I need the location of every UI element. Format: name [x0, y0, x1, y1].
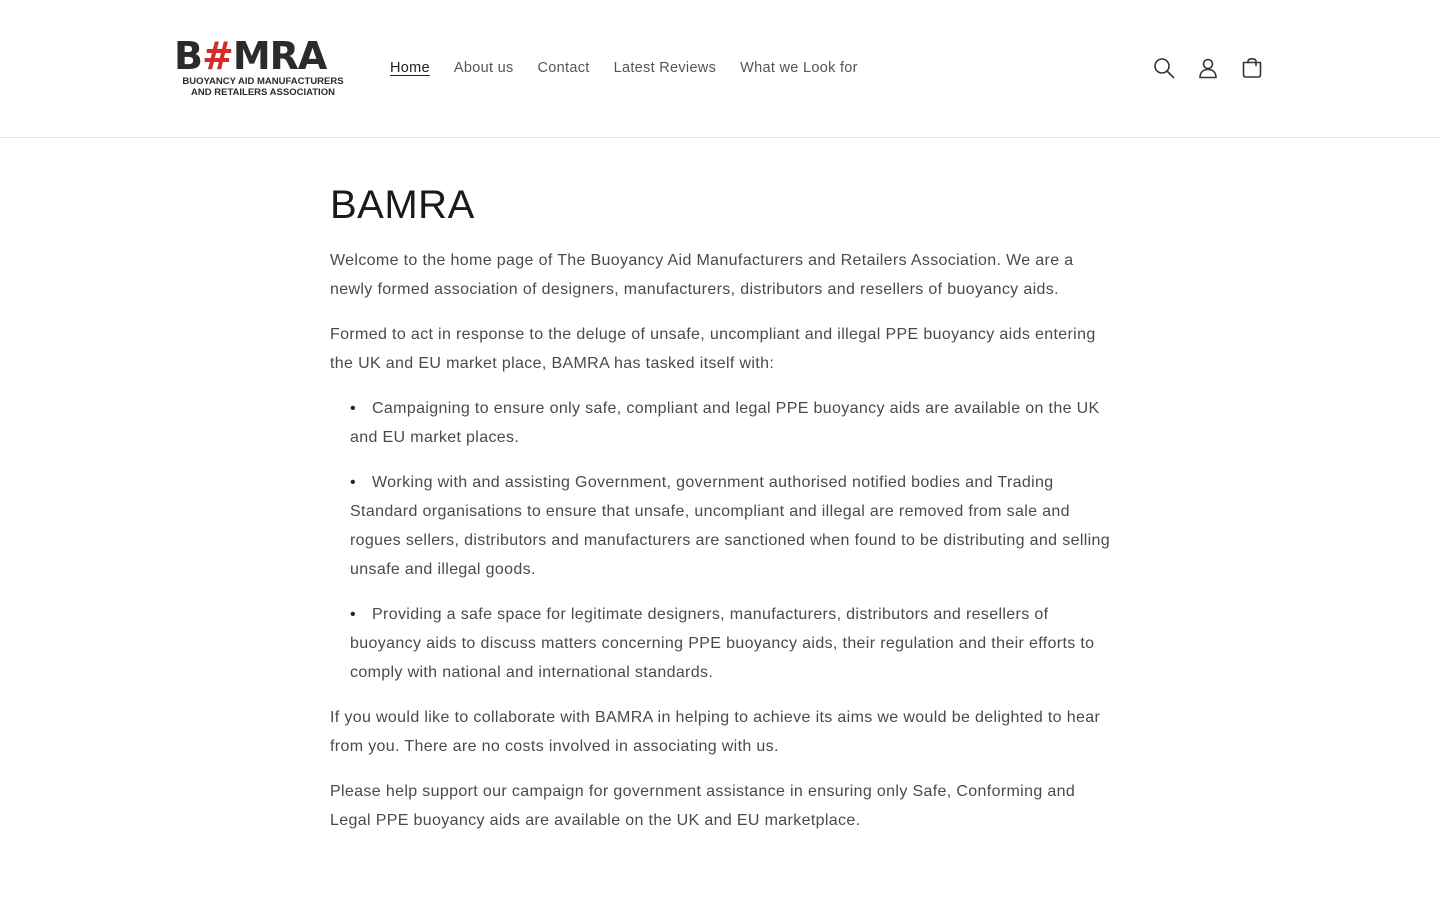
logo-accent: # [201, 34, 233, 78]
nav-latest-reviews[interactable]: Latest Reviews [613, 60, 717, 76]
list-item [350, 468, 1120, 584]
logo-tagline-line1: BUOYANCY AID MANUFACTURERS [182, 76, 344, 87]
account-icon [1197, 57, 1219, 79]
support-paragraph: Please help support our campaign for government assistance in ensuring only Safe, Conforming and Legal PPE buoyancy aids are available on the UK and EU marketplace. [330, 783, 1076, 829]
site-header [0, 0, 1440, 138]
search-icon [1153, 57, 1175, 79]
logo-tagline-line2: AND RETAILERS ASSOCIATION [191, 87, 335, 98]
list-item-text: Campaigning to ensure only safe, compliant and legal PPE buoyancy aids are available on the UK and EU market places. [350, 400, 1100, 446]
nav-what-we-look-for[interactable]: What we Look for [740, 60, 858, 76]
account-button[interactable] [1194, 54, 1222, 82]
logo-letters-mra: MRA [232, 34, 327, 78]
list-item-text: Working with and assisting Government, government authorised notified bodies and Trading Standard organisations to ensure that unsafe, uncompliant and illegal are removed from sale and rogues sellers, distributors and manufacturers are sanctioned when found to be distributing and selling unsafe and illegal goods. [350, 474, 1111, 578]
list-item [350, 600, 1120, 687]
nav-contact[interactable]: Contact [537, 60, 590, 76]
nav-about-us[interactable]: About us [453, 60, 514, 76]
cart-icon [1241, 57, 1263, 79]
search-button[interactable] [1150, 54, 1178, 82]
page-title: BAMRA [330, 183, 475, 227]
cart-button[interactable] [1238, 54, 1266, 82]
aims-list [350, 394, 1120, 687]
bullet-marker: • [350, 606, 356, 623]
bullet-marker: • [350, 474, 356, 491]
collaborate-paragraph: If you would like to collaborate with BAMRA in helping to achieve its aims we would be delighted to hear from you. There are no costs involved in associating with us. [330, 709, 1101, 755]
intro-paragraph: Welcome to the home page of The Buoyancy Aid Manufacturers and Retailers Association. We are a newly formed association of designers, manufacturers, distributors and resellers of buoyancy aids. [330, 252, 1074, 298]
main-nav [390, 56, 882, 80]
page-content [330, 180, 1120, 851]
bamra-logo[interactable] [174, 34, 350, 100]
nav-home[interactable]: Home [390, 60, 430, 76]
formed-paragraph: Formed to act in response to the deluge of unsafe, uncompliant and illegal PPE buoyancy aids entering the UK and EU market place, BAMRA has tasked itself with: [330, 326, 1096, 372]
list-item-text: Providing a safe space for legitimate designers, manufacturers, distributors and resellers of buoyancy aids to discuss matters concerning PPE buoyancy aids, their regulation and their efforts to comply with national and international standards. [350, 606, 1095, 681]
logo-wordmark [174, 34, 350, 78]
bullet-marker: • [350, 400, 356, 417]
logo-letter-b: B [174, 34, 202, 78]
list-item [350, 394, 1120, 452]
